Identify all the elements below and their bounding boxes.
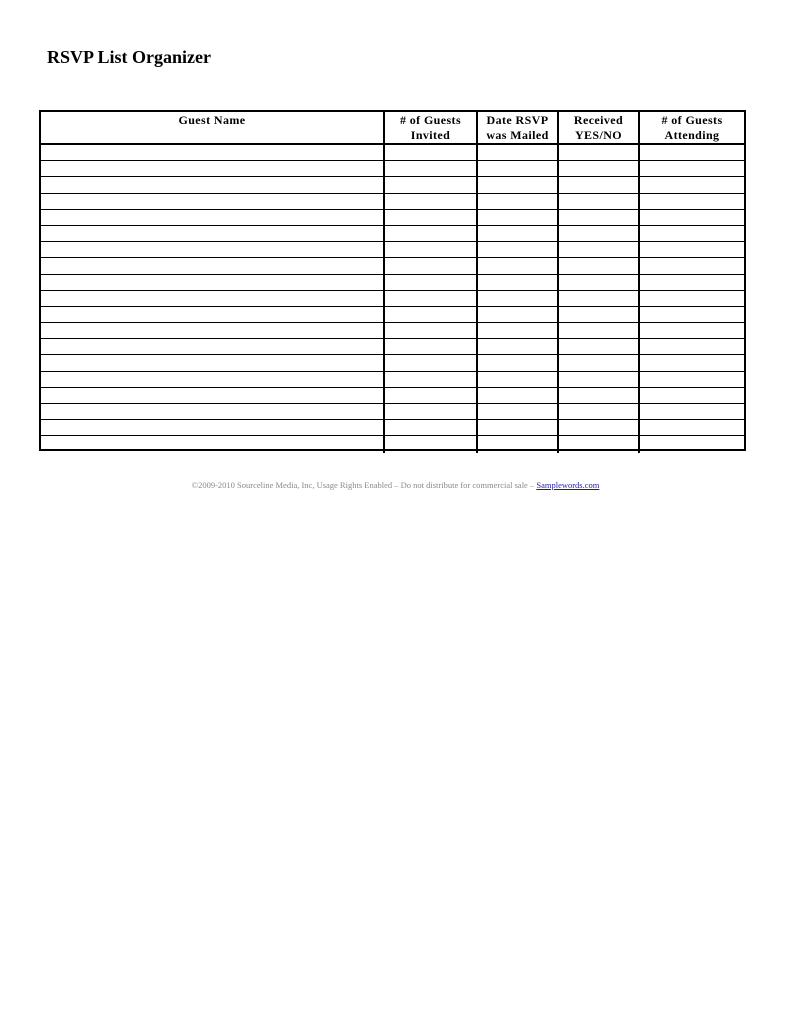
received-cell[interactable] (559, 161, 640, 177)
guest-name-cell[interactable] (41, 291, 385, 307)
received-cell[interactable] (559, 258, 640, 274)
guests-invited-cell[interactable] (385, 404, 478, 420)
received-cell[interactable] (559, 242, 640, 258)
date-mailed-cell[interactable] (478, 339, 559, 355)
rsvp-table (39, 110, 746, 451)
received-cell[interactable] (559, 404, 640, 420)
header-guests-invited-line1: # of Guests (399, 113, 462, 127)
attending-cell[interactable] (640, 436, 744, 452)
header-date-mailed-line1: Date RSVP (486, 113, 549, 127)
date-mailed-cell[interactable] (478, 436, 559, 452)
table-body (41, 145, 744, 453)
date-mailed-cell[interactable] (478, 307, 559, 323)
date-mailed-cell[interactable] (478, 177, 559, 193)
guest-name-cell[interactable] (41, 194, 385, 210)
copyright-footer (0, 480, 791, 490)
date-mailed-cell[interactable] (478, 258, 559, 274)
date-mailed-cell[interactable] (478, 372, 559, 388)
received-cell[interactable] (559, 275, 640, 291)
page-title: RSVP List Organizer (47, 47, 211, 67)
date-mailed-cell[interactable] (478, 323, 559, 339)
received-cell[interactable] (559, 355, 640, 371)
table-row (41, 258, 744, 274)
guests-invited-cell[interactable] (385, 307, 478, 323)
table-row (41, 388, 744, 404)
received-cell[interactable] (559, 323, 640, 339)
guests-invited-cell[interactable] (385, 161, 478, 177)
guests-invited-cell[interactable] (385, 145, 478, 161)
received-cell[interactable] (559, 420, 640, 436)
table-row (41, 339, 744, 355)
header-row (41, 112, 744, 145)
guest-name-cell[interactable] (41, 323, 385, 339)
header-received-line2: YES/NO (574, 128, 623, 142)
guests-invited-cell[interactable] (385, 388, 478, 404)
received-cell[interactable] (559, 177, 640, 193)
received-cell[interactable] (559, 307, 640, 323)
guest-name-cell[interactable] (41, 404, 385, 420)
attending-cell[interactable] (640, 355, 744, 371)
guest-name-cell[interactable] (41, 161, 385, 177)
date-mailed-cell[interactable] (478, 161, 559, 177)
attending-cell[interactable] (640, 339, 744, 355)
guests-invited-cell[interactable] (385, 275, 478, 291)
table-row (41, 420, 744, 436)
attending-cell[interactable] (640, 307, 744, 323)
guests-invited-cell[interactable] (385, 339, 478, 355)
guest-name-cell[interactable] (41, 436, 385, 452)
date-mailed-cell[interactable] (478, 226, 559, 242)
date-mailed-cell[interactable] (478, 404, 559, 420)
attending-cell[interactable] (640, 161, 744, 177)
header-guest-name-label: Guest Name (178, 113, 246, 127)
table-row (41, 145, 744, 161)
guest-name-cell[interactable] (41, 177, 385, 193)
header-attending-line1: # of Guests (661, 113, 723, 127)
guest-name-cell[interactable] (41, 226, 385, 242)
samplewords-link[interactable]: Samplewords.com (536, 480, 600, 490)
header-attending (640, 112, 744, 145)
guests-invited-cell[interactable] (385, 258, 478, 274)
table-row (41, 372, 744, 388)
guest-name-cell[interactable] (41, 258, 385, 274)
attending-cell[interactable] (640, 323, 744, 339)
date-mailed-cell[interactable] (478, 194, 559, 210)
attending-cell[interactable] (640, 145, 744, 161)
guest-name-cell[interactable] (41, 339, 385, 355)
table-row (41, 210, 744, 226)
table-row (41, 275, 744, 291)
table-row (41, 404, 744, 420)
date-mailed-cell[interactable] (478, 242, 559, 258)
attending-cell[interactable] (640, 388, 744, 404)
guests-invited-cell[interactable] (385, 226, 478, 242)
attending-cell[interactable] (640, 177, 744, 193)
header-date-mailed-line2: was Mailed (486, 128, 549, 142)
guests-invited-cell[interactable] (385, 242, 478, 258)
attending-cell[interactable] (640, 194, 744, 210)
received-cell[interactable] (559, 372, 640, 388)
table-row (41, 436, 744, 452)
received-cell[interactable] (559, 339, 640, 355)
attending-cell[interactable] (640, 226, 744, 242)
header-date-mailed (478, 112, 559, 145)
received-cell[interactable] (559, 145, 640, 161)
guest-name-cell[interactable] (41, 372, 385, 388)
guests-invited-cell[interactable] (385, 323, 478, 339)
header-guests-invited (385, 112, 478, 145)
guest-name-cell[interactable] (41, 388, 385, 404)
attending-cell[interactable] (640, 210, 744, 226)
table-row (41, 307, 744, 323)
date-mailed-cell[interactable] (478, 388, 559, 404)
guests-invited-cell[interactable] (385, 420, 478, 436)
received-cell[interactable] (559, 388, 640, 404)
guest-name-cell[interactable] (41, 307, 385, 323)
guests-invited-cell[interactable] (385, 177, 478, 193)
received-cell[interactable] (559, 226, 640, 242)
received-cell[interactable] (559, 194, 640, 210)
attending-cell[interactable] (640, 404, 744, 420)
table-row (41, 242, 744, 258)
date-mailed-cell[interactable] (478, 145, 559, 161)
attending-cell[interactable] (640, 258, 744, 274)
header-guests-invited-line2: Invited (410, 128, 451, 142)
guests-invited-cell[interactable] (385, 194, 478, 210)
guests-invited-cell[interactable] (385, 372, 478, 388)
received-cell[interactable] (559, 436, 640, 452)
received-cell[interactable] (559, 291, 640, 307)
header-guest-name (41, 112, 385, 145)
header-received (559, 112, 640, 145)
received-cell[interactable] (559, 210, 640, 226)
attending-cell[interactable] (640, 372, 744, 388)
guests-invited-cell[interactable] (385, 436, 478, 452)
guest-name-cell[interactable] (41, 420, 385, 436)
attending-cell[interactable] (640, 275, 744, 291)
header-received-line1: Received (573, 113, 624, 127)
table-row (41, 161, 744, 177)
attending-cell[interactable] (640, 291, 744, 307)
guest-name-cell[interactable] (41, 275, 385, 291)
copyright-text: ©2009-2010 Sourceline Media, Inc, Usage Rights Enabled – Do not distribute for commercial sale – (191, 480, 537, 490)
date-mailed-cell[interactable] (478, 291, 559, 307)
attending-cell[interactable] (640, 242, 744, 258)
guests-invited-cell[interactable] (385, 210, 478, 226)
table-row (41, 226, 744, 242)
date-mailed-cell[interactable] (478, 355, 559, 371)
table-row (41, 291, 744, 307)
date-mailed-cell[interactable] (478, 275, 559, 291)
guest-name-cell[interactable] (41, 242, 385, 258)
guest-name-cell[interactable] (41, 355, 385, 371)
table-row (41, 355, 744, 371)
guests-invited-cell[interactable] (385, 355, 478, 371)
attending-cell[interactable] (640, 420, 744, 436)
table-row (41, 177, 744, 193)
header-attending-line2: Attending (664, 128, 720, 142)
table-row (41, 323, 744, 339)
guest-name-cell[interactable] (41, 210, 385, 226)
date-mailed-cell[interactable] (478, 210, 559, 226)
date-mailed-cell[interactable] (478, 420, 559, 436)
guests-invited-cell[interactable] (385, 291, 478, 307)
guest-name-cell[interactable] (41, 145, 385, 161)
table-row (41, 194, 744, 210)
